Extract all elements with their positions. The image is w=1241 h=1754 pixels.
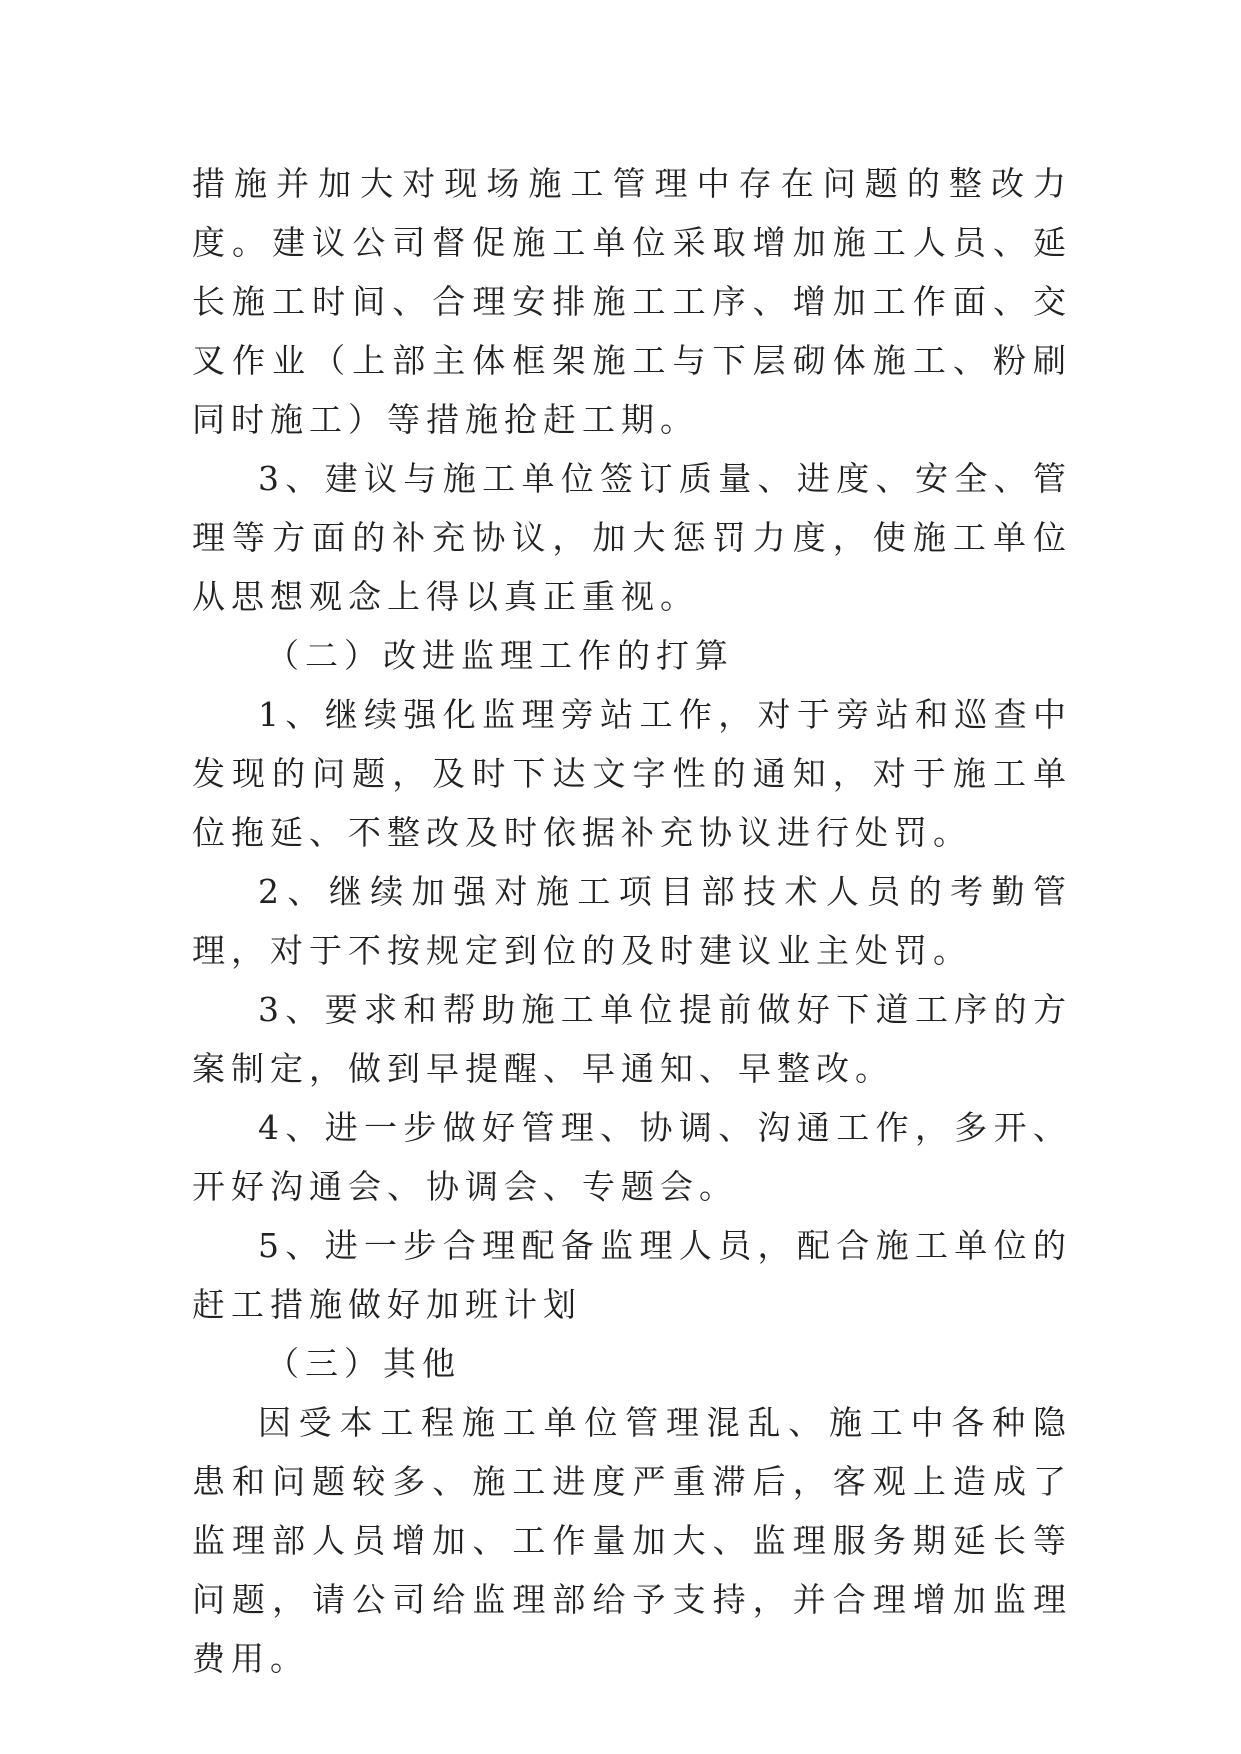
section-heading-improvement-plan: （二）改进监理工作的打算 <box>266 636 734 675</box>
paragraph-other-cost-request: 因受本工程施工单位管理混乱、施工中各种隐患和问题较多、施工进度严重滞后，客观上造成了监理部人员增加、工作量加大、监理服务期延长等问题，请公司给监理部给予支持，并合理增加监理费用。 <box>192 1403 1072 1678</box>
paragraph-item-3-supplementary-agreement: 3、建议与施工单位签订质量、进度、安全、管理等方面的补充协议，加大惩罚力度，使施工单位从思想观念上得以真正重视。 <box>192 459 1072 616</box>
document-body <box>192 154 1072 1688</box>
section-heading-other: （三）其他 <box>266 1344 461 1383</box>
paragraph-measures-continued: 措施并加大对现场施工管理中存在问题的整改力度。建议公司督促施工单位采取增加施工人员、延长施工时间、合理安排施工工序、增加工作面、交叉作业（上部主体框架施工与下层砌体施工、粉刷同时施工）等措施抢赶工期。 <box>192 164 1072 439</box>
paragraph-item-1-site-supervision: 1、继续强化监理旁站工作，对于旁站和巡查中发现的问题，及时下达文字性的通知，对于施工单位拖延、不整改及时依据补充协议进行处罚。 <box>192 695 1072 852</box>
paragraph-item-2-attendance: 2、继续加强对施工项目部技术人员的考勤管理，对于不按规定到位的及时建议业主处罚。 <box>192 872 1072 970</box>
paragraph-item-3-process-planning: 3、要求和帮助施工单位提前做好下道工序的方案制定，做到早提醒、早通知、早整改。 <box>192 990 1072 1088</box>
paragraph-item-5-staffing: 5、进一步合理配备监理人员，配合施工单位的赶工措施做好加班计划 <box>192 1226 1072 1324</box>
paragraph-item-4-coordination: 4、进一步做好管理、协调、沟通工作，多开、开好沟通会、协调会、专题会。 <box>192 1108 1072 1206</box>
